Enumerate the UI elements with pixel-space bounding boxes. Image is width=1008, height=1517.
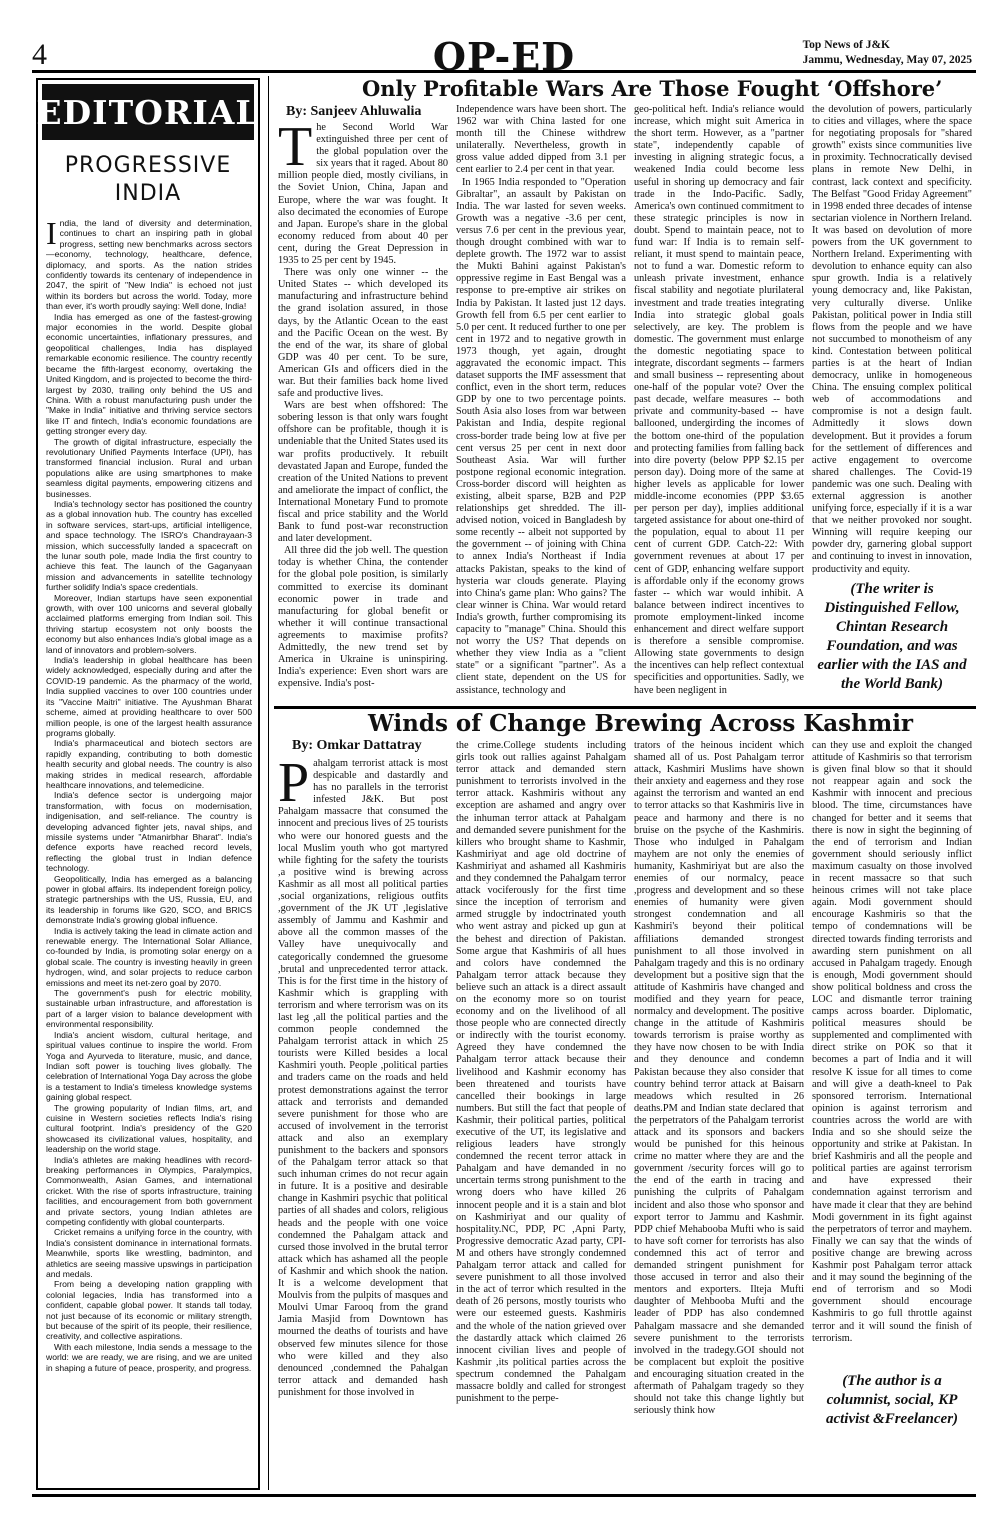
article1-paragraph: he Second World War extinguished three per cent of the global population over the six years that it raged. About 80 million people died, mostly civilians, in the Soviet Union, China, Japan and Europe, where the war was fought. It also decimated the economies of Europe and Japan. Europe's share in the global economy reduced from about 40 per cent, during the Great Depression in 1935 to 25 per cent by 1945.	[278, 122, 448, 267]
article2-headline: Winds of Change Brewing Across Kashmir	[368, 710, 914, 737]
article2-paragraph: trators of the heinous incident which shamed all of us. Post Pahalgam terror attack, Kashmiri Muslims have shown their anxiety and eagerness and they rose against the terrorism and wanted an end to terror attacks so that Kashmiris live in peace and harmony and there is no bruise on the psyche of the Kashmiris. Those who indulged in Pahalgam mayhem are not only the enemies of humanity, Kashmiriyat but are also the enemies of our normalcy, peace ,progress and development and so these enemies of humanity were given strongest condemnation and all Kashmiri's beyond their political affiliations demanded strongest punishment to all those involved in Pahalgam tragedy and this is no ordinary development but a positive sign that the attitude of Kashmiris have changed and modified and they yearn for peace, normalcy and development. The positive change in the attitude of Kashmiris towards terrorism is praise worthy as they have now chosen to be with India and they denounce and condemn Pakistan because they also consider that country behind terror attack at Baisarn meadows which resulted in 26 deaths.PM and Indian state declared that the perpetrators of the Pahalgam terrorist attack and its sponsors and backers would be punished for this heinous crime no matter where they are and the government /security forces will go to the end of the earth in tracing and punishing the culprits of Pahalgam incident and also those who sponsor and export terror to Jammu and Kashmir. PDP chief Mehabooba Mufti who is said to have soft corner for terrorists has also condemned this act of terror and demanded stringent punishment for those accused in terror and also their mentors and exporters. Ilteja Mufti daughter of Mehbooba Mufti and the leader of PDP has also condemned Pahalgam massacre and she demanded severe punishment to the terrorists involved in the tradegy.GOI should not be complacent but exploit the positive and encouraging situation created in the aftermath of Pahalgam tragedy so they should not take this change lightly but seriously think how	[634, 740, 804, 1417]
editorial-body	[46, 215, 252, 1480]
article1-column-3	[634, 104, 804, 702]
editorial-paragraph: India's leadership in global healthcare has been widely acknowledged, especially during and after the COVID-19 pandemic. As the pharmacy of the world, India supplied vaccines to over 100 countries under its "Vaccine Maitri" initiative. The Ayushman Bharat scheme, aimed at providing healthcare to over 500 million people, is one of the largest health assurance programs globally.	[46, 655, 252, 738]
bottom-rule	[32, 1494, 976, 1497]
editorial-paragraph: India's pharmaceutical and biotech sectors are rapidly expanding, contributing to both domestic health security and global needs. The country is also making strides in medical research, affordable healthcare innovations, and telemedicine.	[46, 738, 252, 790]
editorial-paragraph: Geopolitically, India has emerged as a balancing power in global affairs. Its independent foreign policy, strategic partnerships with the US, Russia, EU, and its leadership in forums like G20, SCO, and BRICS demonstrate India's growing global influence.	[46, 873, 252, 926]
article1-dropcap: T	[278, 116, 313, 178]
article1-paragraph: All three did the job well. The question today is whether China, the contender for the global pole position, is similarly committed to exercise its dominant economic power in trade and manufacturing for global benefit or whether it will continue transactional agreements to maximise profits? Admittedly, the new trend set by America in Ukraine is uninspiring. India's experience: Even short wars are expensive. India's post-	[278, 545, 448, 690]
editorial-paragraph: From being a developing nation grappling with colonial legacies, India has transformed into a confident, capable global power. It stands tall today, not just because of its economic or military strength, but because of the spirit of its people, their resilience, creativity, and collective aspirations.	[46, 1279, 252, 1342]
article1-paragraph: the devolution of powers, particularly to cities and villages, where the space for negotiating proposals for "shared growth" exists since communities live in proximity. Technocratically devised plans in remote New Delhi, in contrast, lack context and specificity. The Belfast "Good Friday Agreement" in 1998 ended three decades of intense sectarian violence in Northern Ireland. It was based on devolution of more powers from the UK government to Northern Ireland. Experimenting with devolution to enhance equity can also spur growth. India is a relatively young democracy and, like Pakistan, very culturally diverse. Unlike Pakistan, political power in India still flows from the people and we have not succumbed to monotheism of any kind. Contestation between political parties is at the heart of Indian democracy, unlike in homogeneous China. The ensuing complex political web of accommodations and compromise is not a design fault. Admittedly it slows down development. But it provides a forum for the settlement of differences and active engagement to overcome shared challenges. The Covid-19 pandemic was one such. Dealing with external aggression is another unifying force, especially if it is a war that we neither provoked nor sought. Winning will require keeping our powder dry, garnering global support and continuing to invest in innovation, productivity and equity.	[812, 104, 972, 575]
article1-writer-note: (The writer is Distinguished Fellow, Chintan Research Foundation, and was earlier with the IAS and the World Bank)	[817, 581, 967, 692]
editorial-banner: EDITORIAL	[42, 84, 254, 140]
editorial-paragraph: The growing popularity of Indian films, art, and cuisine in Western societies reflects India's rising cultural footprint. India's presidency of the G20 showcased its civilizational values, hospitality, and leadership on the world stage.	[46, 1102, 252, 1155]
article2-dropcap: P	[278, 752, 310, 814]
editorial-box	[36, 78, 260, 1490]
section-title: OP-ED	[432, 34, 576, 79]
paper-name: Top News of J&K	[802, 39, 890, 51]
editorial-paragraph: Cricket remains a unifying force in the country, with India's consistent dominance in international formats. Meanwhile, sports like wrestling, badminton, and athletics are seeing massive upswings in participation and medals.	[46, 1227, 252, 1280]
article2-paragraph: the crime.College students including girls took out rallies against Pahalgam terror attack and demanded stern punishment to terrorists involved in the terror attack. Kashmiris without any exception are ashamed and angry over the inhuman terror attack at Pahalgam and demanded severe punishment for the killers who brought shame to Kashmir, Kashmiriyat and age old doctrine of Kashmiriyat and ashamed all Kashmiris and they condemned the Pahalgam terror attack vociferously for the first time since the inception of terrorism and armed struggle by indoctrinated youth who went astray and picked up gun at the behest and direction of Pakistan. Some argue that Kashmiris of all hues and colors have condemned the Pahalgam terror attack because they believe such an attack is a direct assault on the economy more so on tourist economy and on the livelihood of all those people who are connected directly or indirectly with the tourist economy. Agreed they have condemned the Pahalgam terror attack because their livelihood and Kashmir economy has been threatened and tourists have cancelled their bookings in large numbers. But still the fact that people of Kashmir, their political parties, political executive of the UT, its legislative and religious leaders have strongly condemned the recent terror attack in Pahalgam and have demanded in no uncertain terms strong punishment to the wrong doers who have killed 26 innocent people and it is a stain and blot on Kashmiriyat and our quality of hospitality.NC, PDP, PC ,Apni Party, Progressive democratic Azad party, CPI-M and others have strongly condemned Pahalgam terror attack and called for severe punishment to all those involved in the act of terror which resulted in the death of 26 persons, mostly tourists who were our esteemed guests. Kashmiris and the whole of the nation grieved over the dastardly attack which claimed 26 innocent civilian lives and people of Kashmir ,its political parties across the spectrum condemned the Pahalgam massacre boldly and called for strongest punishment to the perpe-	[456, 740, 626, 1405]
editorial-title-line1: PROGRESSIVE	[64, 153, 232, 178]
article2-column-2	[456, 740, 626, 1490]
article1-column-1	[278, 116, 448, 702]
masthead-info	[803, 38, 972, 68]
editorial-paragraph: Moreover, Indian startups have seen exponential growth, with over 100 unicorns and several globally acclaimed platforms emerging from Indian soil. This thriving startup ecosystem not only boosts the economy but also enhances India's global image as a land of innovators and problem-solvers.	[46, 592, 252, 655]
article2-column-3	[634, 740, 804, 1490]
article1-paragraph: In 1965 India responded to "Operation Gibraltar", an assault by Pakistan on India. The war lasted for seven weeks. Growth was a negative -3.6 per cent, versus 7.6 per cent in the previous year, though drought combined with war to deplete growth. The 1972 war to assist the Mukti Bahini against Pakistan's oppressive regime in East Bengal was a response to pre-emptive air strikes on India by Pakistan. It lasted just 12 days. Growth fell from 6.5 per cent earlier to 5.0 per cent. It reduced further to one per cent in 1972 and to negative growth in 1973 though, yet again, drought aggravated the economic impact. This dataset supports the IMF assessment that conflict, even in the short term, reduces GDP by one to two percentage points. South Asia also loses from war between Pakistan and India, despite regional cross-border trade being low at five per cent versus 25 per cent in next door Southeast Asia. War will further postpone regional economic integration. Cross-border discord will heighten as existing, albeit sparse, B2B and P2P relationships get shredded. The ill-advised notion, voiced in Bangladesh by some recently -- albeit not supported by the government -- of joining with China to annex India's Northeast if India attacks Pakistan, speaks to the kind of hysteria war clouds generate. Playing into China's game plan: Who gains? The clear winner is China. War would retard India's growth, further compromising its capacity to "manage" China. Should this not worry the US? That depends on whether they view India as a "client state" or a significant "partner". As a client state, dependent on the US for assistance, technology and	[456, 176, 626, 696]
editorial-title-line2: INDIA	[114, 181, 182, 206]
top-rule	[32, 70, 976, 73]
editorial-paragraph: ndia, the land of diversity and determination, continues to chart an inspiring path in global progress, setting new benchmarks across sectors—economy, technology, healthcare, defence, diplomacy, and sports. As the nation strides confidently towards its centenary of independence in 2047, the spirit of "New India" is echoed not just within its borders but across the world. Today, more than ever, it's worth proudly saying: Well done, India!	[46, 218, 252, 312]
article1-byline: By: Sanjeev Ahluwalia	[286, 104, 422, 119]
editorial-paragraph: India has emerged as one of the fastest-growing major economies in the world. Despite global economic uncertainties, inflationary pressures, and geopolitical challenges, India has displayed remarkable economic resilience. The country recently became the fifth-largest economy, overtaking the United Kingdom, and is projected to become the third-largest by 2030, trailing only behind the US and China. With a robust manufacturing push under the "Make in India" initiative and thriving service sectors like IT and fintech, India's economic foundations are getting stronger every day.	[46, 311, 252, 437]
article2-paragraph: ahalgam terrorist attack is most despicable and dastardly and has no parallels in the terrorist infested J&K. But post Pahalgam massacre that consumed the innocent and precious lives of 25 tourists who were our honored guests and the local Muslim youth who got martyred while fighting for the safety the tourists ,a positive wind is brewing across Kashmir as all most all political parties ,social organizations, religious outfits ,government of the JK UT ,legislative assembly of Jammu and Kashmir and above all the common masses of the Valley have unequivocally and categorically condemned the gruesome ,brutal and unprecedented terror attack. This is for the first time in the history of Kashmir which is grappling with terrorism and where terrorism was on its last leg ,all the political parties and the common people condemned the Pahalgam terrorist attack in which 25 tourists were Killed besides a local Kashmiri youth. People ,political parties and traders came on the roads and held protest demonstrations against the terror attack and terrorists and demanded severe punishment for those who are accused of involvement in the terrorist attack and also an exemplary punishment to the backers and sponsors of the Pahalgam terror attack so that such inhuman crimes do not recur again in future. It is a positive and desirable change in Kashmiri psychic that political parties of all shades and colors, religious heads and the people with one voice condemned the Pahalgam attack and cursed those involved in the brutal terror attack which has ashamed all the people of Kashmir and which shook the nation. It is a welcome development that Moulvis from the pulpits of masques and Moulvi Umar Farooq from the grand Jamia Masjid from Downtown has mourned the deaths of tourists and have observed few minutes silence for those who were killed and they also denounced ,condemned the Pahalgan terror attack and demanded hash punishment for those involved in	[278, 758, 448, 1398]
editorial-paragraph: The growth of digital infrastructure, especially the revolutionary Unified Payments Interface (UPI), has transformed financial inclusion. Rural and urban populations alike are using smartphones to make seamless digital payments, empowering citizens and businesses.	[46, 436, 252, 499]
article1-paragraph: Wars are best when offshored: The sobering lesson is that only wars fought offshore can be profitable, though it is undeniable that the United States used its war profits productively. It rebuilt devastated Japan and Europe, funded the creation of the United Nations to prevent and ameliorate the impact of conflict, the International Monetary Fund to promote fiscal and price stability and the World Bank to fund post-war reconstruction and later development.	[278, 400, 448, 545]
column-divider	[268, 76, 269, 1490]
article1-paragraph: geo-political heft. India's reliance would increase, which might suit America in the short term. However, as a "partner state", independently capable of investing in aligning strategic focus, a weakened India could become less useful in shoring up democracy and fair trade in the Indo-Pacific. Sadly, America's own continued commitment to these strategic principles is now in doubt. Spend to maintain peace, not to fund war: If India is to remain self-reliant, it must spend to maintain peace, not to fund a war. Domestic reform to unleash private investment, enhance fiscal stability and negotiate plurilateral investment and trade treaties integrating India into strategic global goals selectively, are key. The problem is domestic. The government must enlarge the domestic negotiating space to integrate, discordant segments -- farmers and small business -- representing about one-half of the popular vote? Over the past decade, welfare measures -- both private and community-based -- have ballooned, undergirding the incomes of the bottom one-third of the population and protecting families from falling back into dire poverty (below PPP $2.15 per person day). Doing more of the same at higher levels as applicable for lower middle-income economies (PPP $3.65 per person per day), implies additional targeted assistance for about one-third of the population, equal to about 11 per cent of current GDP. Catch-22: With government revenues at about 17 per cent of GDP, enhancing welfare support is affordable only if the economy grows faster -- which war would inhibit. A balance between indirect incentives to promote employment-linked income enhancement and direct welfare support is therefore a sensible compromise. Allowing state governments to design the incentives can help reflect contextual specificities and opportunities. Sadly, we have been negligent in	[634, 104, 804, 696]
article1-column-4	[812, 104, 972, 575]
editorial-paragraph: India's athletes are making headlines with record-breaking performances in Olympics, Paralympics, Commonwealth, Asian Games, and international cricket. With the rise of sports infrastructure, training facilities, and encouragement from both government and private sectors, young Indian athletes are competing confidently with global counterparts.	[46, 1154, 252, 1227]
page-number: 4	[32, 38, 47, 71]
editorial-paragraph: India's ancient wisdom, cultural heritage, and spiritual values continue to inspire the world. From Yoga and Ayurveda to literature, music, and dance, Indian soft power is touching lives globally. The celebration of International Yoga Day across the globe is a testament to India's timeless knowledge systems gaining global respect.	[46, 1029, 252, 1103]
editorial-paragraph: The government's push for electric mobility, sustainable urban infrastructure, and afforestation is part of a larger vision to balance development with environmental responsibility.	[46, 988, 252, 1030]
article2-column-4	[812, 740, 972, 1360]
dateline: Jammu, Wednesday, May 07, 2025	[802, 54, 972, 66]
article-divider	[274, 706, 976, 709]
article2-writer-note: (The author is a columnist, social, KP activist &Freelancer)	[825, 1373, 959, 1427]
article1-column-2	[456, 104, 626, 702]
article1-paragraph: There was only one winner -- the United States -- which developed its manufacturing and infrastructure behind the grand isolation assured, in those days, by the Atlantic Ocean to the east and the Pacific Ocean on the west. By the end of the war, its share of global GDP was 40 per cent. To be sure, American GIs and officers died in the war. But their families back home lived safe and productive lives.	[278, 267, 448, 400]
editorial-title	[42, 152, 254, 208]
article2-column-1	[278, 752, 448, 1490]
article2-byline: By: Omkar Dattatray	[292, 738, 422, 753]
article1-headline: Only Profitable Wars Are Those Fought ‘Offshore’	[362, 76, 943, 101]
editorial-paragraph: India is actively taking the lead in climate action and renewable energy. The International Solar Alliance, co-founded by India, is promoting solar energy on a global scale. The country is investing heavily in green hydrogen, wind, and solar projects to reduce carbon emissions and meet its net-zero goal by 2070.	[46, 925, 252, 988]
editorial-paragraph: India's technology sector has positioned the country as a global innovation hub. The country has excelled in software services, start-ups, artificial intelligence, and space technology. The ISRO's Chandrayaan-3 mission, which successfully landed a spacecraft on the lunar south pole, made India the first country to achieve this feat. The launch of the Gaganyaan mission and advancements in satellite technology further solidify India's space credentials.	[46, 498, 252, 593]
editorial-paragraph: India's defence sector is undergoing major transformation, with focus on modernisation, indigenisation, and self-reliance. The country is developing advanced fighter jets, naval ships, and missile systems under "Atmanirbhar Bharat". India's defence exports have reached record levels, reflecting the global trust in Indian defence technology.	[46, 790, 252, 874]
article1-paragraph: Independence wars have been short. The 1962 war with China lasted for one month till the Chinese withdrew unilaterally. Nevertheless, growth in gross value added dipped from 3.1 per cent earlier to 2.4 per cent in that year.	[456, 104, 626, 176]
editorial-paragraph: With each milestone, India sends a message to the world: we are ready, we are rising, and we are united in shaping a future of peace, prosperity, and progress.	[46, 1341, 252, 1373]
editorial-dropcap: I	[46, 215, 57, 251]
article2-paragraph: can they use and exploit the changed attitude of Kashmiris so that terrorism is given final blow so that it should not reappear again and sock the Kashmir with innocent and precious blood. The time, circumstances have changed for better and it seems that there is now in sight the beginning of the end of terrorism and Indian government should seriously inflict maximum casualty on those involved in recent massacre so that such heinous crimes will not take place again. Modi government should encourage Kashmiris so that the tempo of condemnations will be directed towards finding terrorists and awarding stern punishment on all accused in Pahalgam tragedy. Enough is enough, Modi government should show political boldness and cross the LOC and dismantle terror training camps across boarder. Diplomatic, political measures should be supplemented and complimented with direct strike on POK so that it becomes a part of India and it will resolve K issue for all times to come and will give a death-kneel to Pak sponsored terrorism. International opinion is against terrorism and countries across the world are with India and so she should seize the opportunity and strike at Pakistan. In brief Kashmiris and all the people and political parties are against terrorism and have expressed their condemnation against terrorism and have made it clear that they are behind Modi government in its fight against the perpetrators of terror and mayhem. Finally we can say that the winds of positive change are brewing across Kashmir post Pahalgam terror attack and it may sound the beginning of the end of terrorism and so Modi government should encourage Kashmiris to go full throttle against terror and it will sound the finish of terrorism.	[812, 740, 972, 1344]
